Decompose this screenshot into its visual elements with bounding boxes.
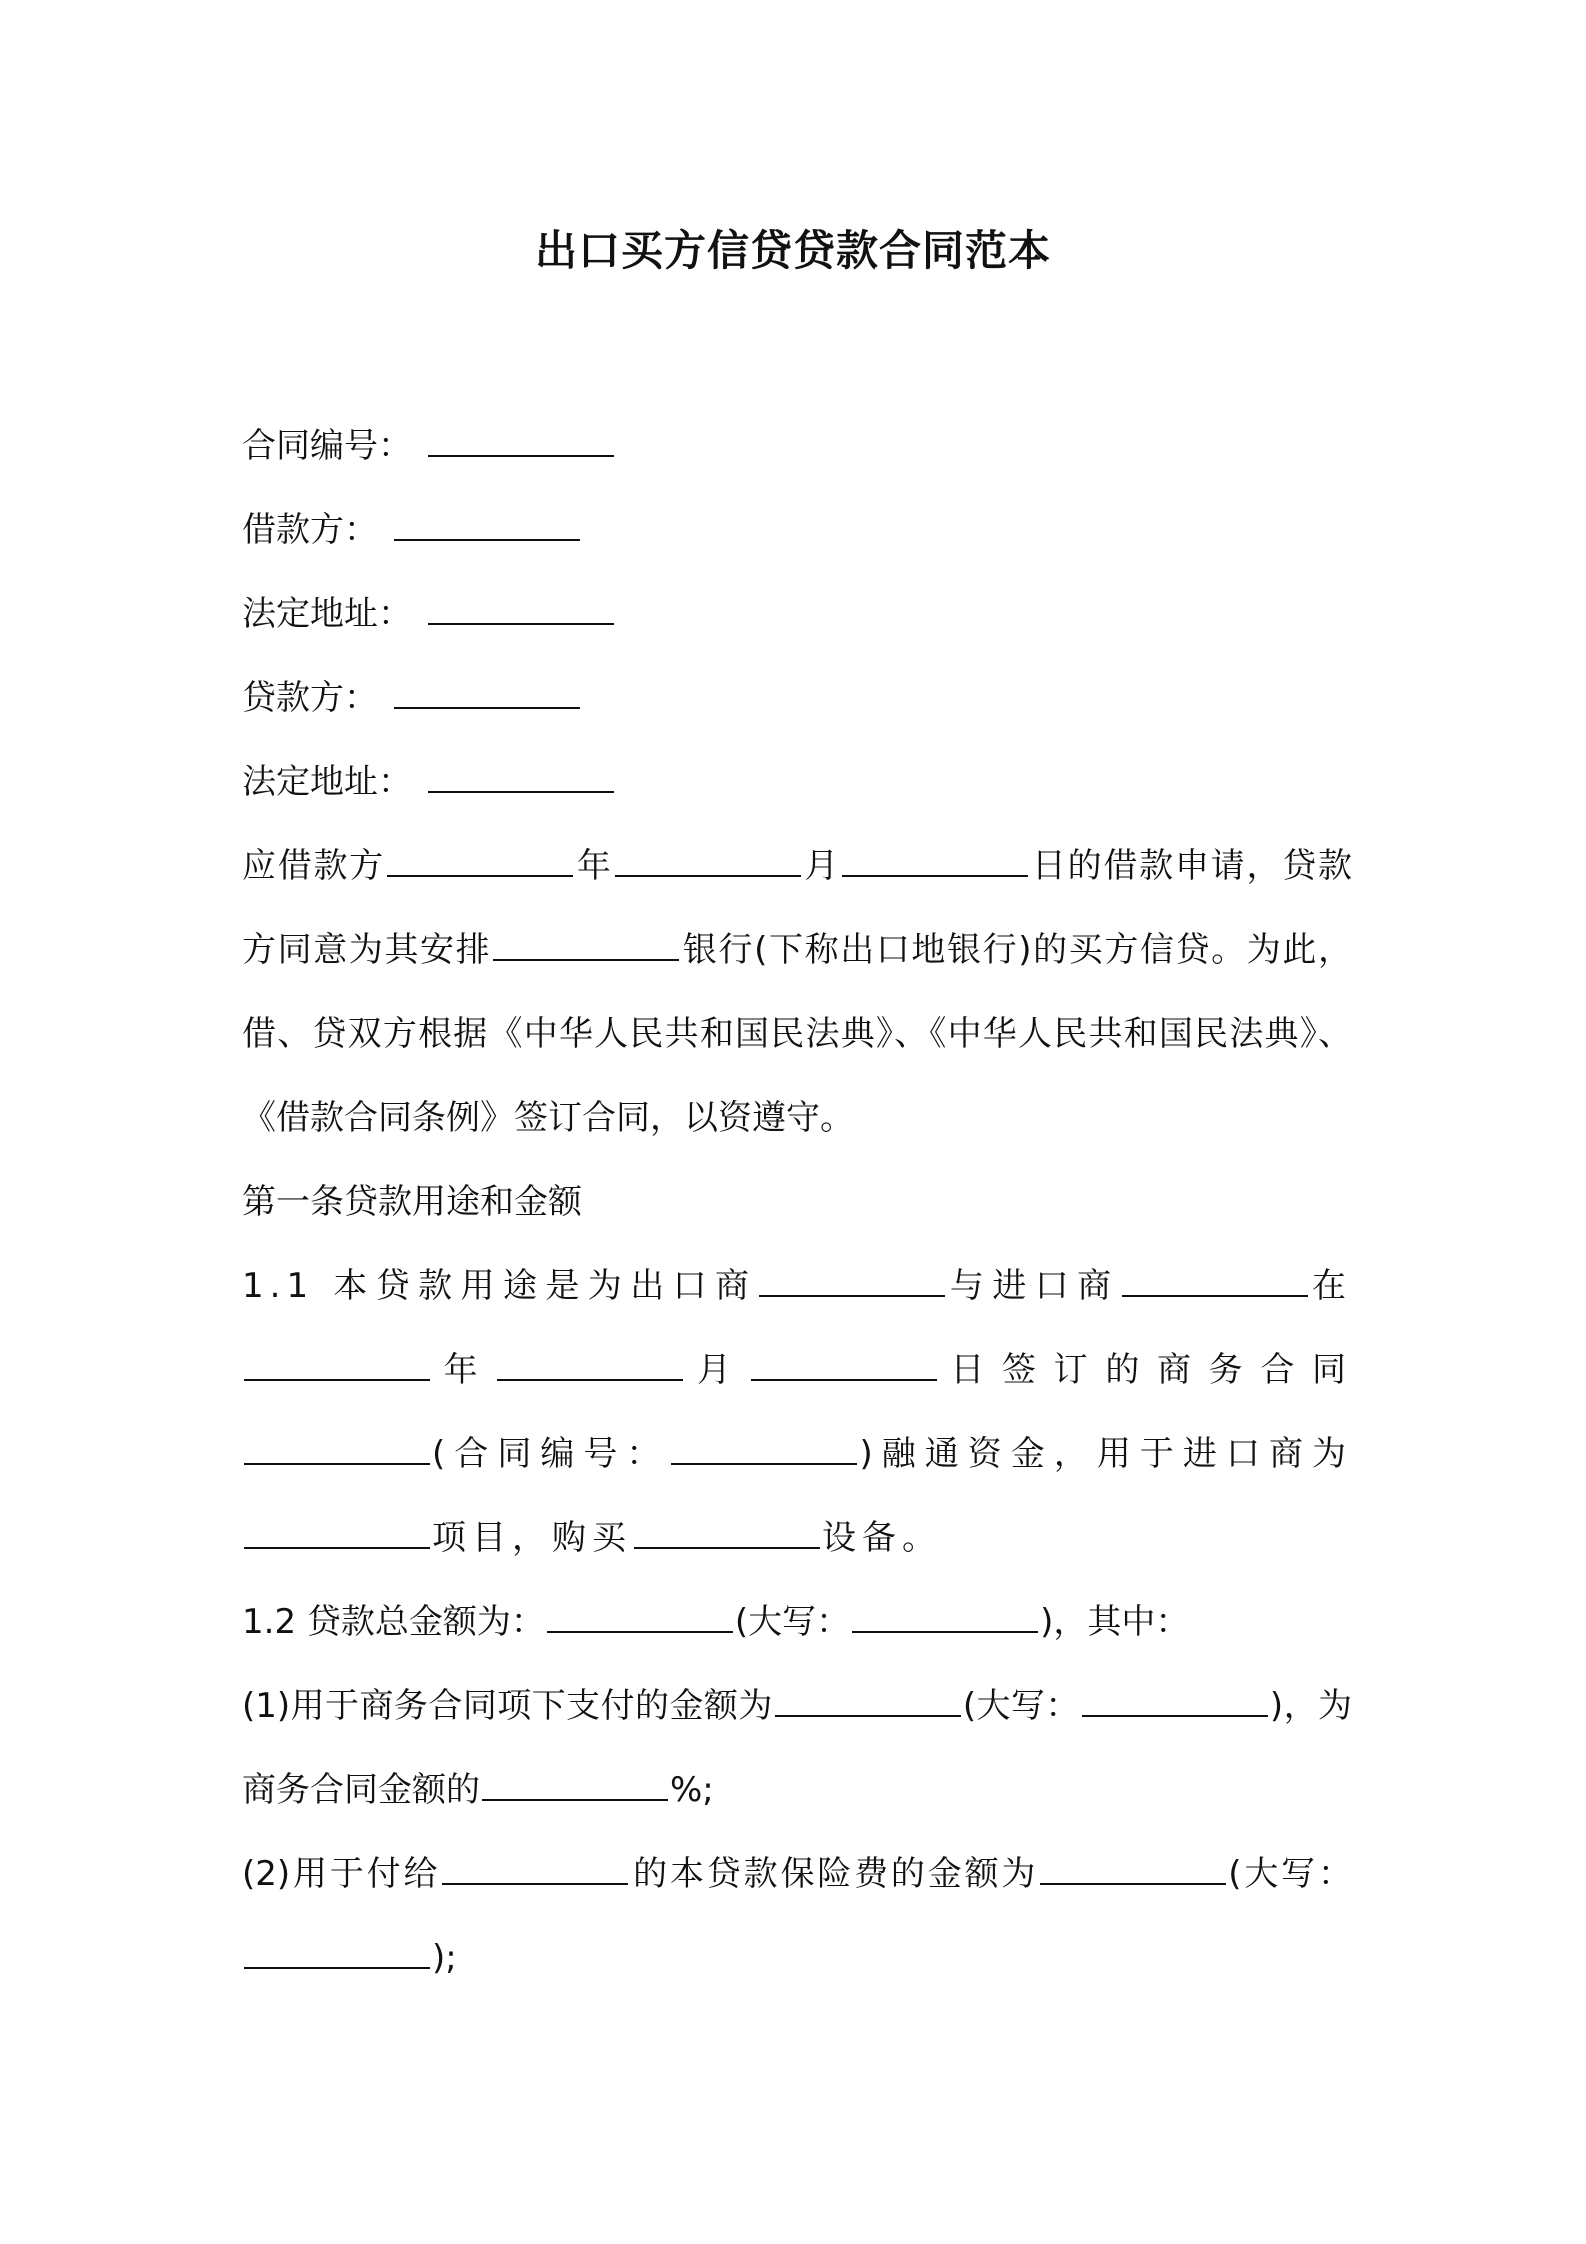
clause-text: (1)用于商务合同项下支付的金额为: [242, 1686, 773, 1726]
lender-label: 贷款方：: [242, 678, 378, 718]
year-blank: [387, 874, 573, 877]
clause-text: (大写：: [734, 1602, 851, 1642]
borrower-label: 借款方：: [242, 510, 378, 550]
exporter-blank: [759, 1294, 945, 1297]
clause-1-1: [242, 1244, 1352, 1580]
clause-text: (大写：: [1228, 1854, 1352, 1894]
lender-field: [242, 656, 1352, 740]
importer-blank: [1122, 1294, 1308, 1297]
month-blank: [615, 874, 801, 877]
preamble-text: 日的借款申请，贷款方同意为其安排: [242, 846, 1353, 970]
document-title: 出口买方信贷贷款合同范本: [534, 226, 1051, 275]
percentage-blank: [482, 1798, 668, 1801]
clause-text: 日签订的商务合同: [938, 1350, 1353, 1390]
total-amount-blank: [547, 1630, 733, 1633]
lender-blank: [394, 706, 580, 709]
lender-address-field: [242, 740, 1352, 824]
project-blank: [244, 1546, 430, 1549]
lender-address-label: 法定地址：: [242, 762, 412, 802]
contract-number-field: [242, 404, 1352, 488]
clause-text: (2)用于付给: [242, 1854, 441, 1894]
month-blank: [497, 1378, 683, 1381]
clause-text: %;: [670, 1770, 714, 1810]
clause-text: 1.2 贷款总金额为：: [242, 1602, 545, 1642]
preamble-text: 月: [802, 846, 841, 886]
clause-text: 的本贷款保险费的金额为: [630, 1854, 1039, 1894]
premium-amount-blank: [1040, 1882, 1226, 1885]
bank-blank: [493, 958, 679, 961]
borrower-field: [242, 488, 1352, 572]
borrower-address-field: [242, 572, 1352, 656]
contract-number-label: 合同编号：: [242, 426, 412, 466]
clause-text: )，为商务合同金额的: [242, 1686, 1353, 1810]
payment-amount-blank: [775, 1714, 961, 1717]
lender-address-blank: [428, 790, 614, 793]
day-blank: [751, 1378, 937, 1381]
total-amount-words-blank: [852, 1630, 1038, 1633]
commercial-contract-blank: [244, 1462, 430, 1465]
payment-amount-words-blank: [1082, 1714, 1268, 1717]
clause-text: 年: [432, 1350, 496, 1390]
borrower-address-blank: [428, 622, 614, 625]
contract-number-blank: [671, 1462, 857, 1465]
clause-text: );: [432, 1938, 457, 1978]
borrower-address-label: 法定地址：: [242, 594, 412, 634]
clause-1-2-item-2: [242, 1832, 1352, 2000]
preamble-paragraph: [242, 824, 1352, 1160]
article-1-heading: 第一条贷款用途和金额: [242, 1182, 582, 1222]
clause-text: (大写：: [962, 1686, 1080, 1726]
clause-text: 月: [685, 1350, 749, 1390]
clause-text: 与进口商: [947, 1266, 1120, 1306]
clause-text: 项目，购买: [432, 1518, 632, 1558]
premium-amount-words-blank: [244, 1966, 430, 1969]
clause-text: 1.1 本贷款用途是为出口商: [242, 1266, 758, 1306]
document-body: [242, 404, 1352, 2000]
clause-1-2: [242, 1580, 1352, 1664]
equipment-blank: [634, 1546, 820, 1549]
preamble-text: 年: [575, 846, 613, 886]
insurer-blank: [442, 1882, 628, 1885]
clause-text: )，其中：: [1040, 1602, 1190, 1642]
clause-text: 设备。: [822, 1518, 942, 1558]
preamble-text: 应借款方: [242, 846, 386, 886]
clause-text: 在: [1309, 1266, 1352, 1306]
clause-text: (合同编号：: [432, 1434, 670, 1474]
contract-number-blank: [428, 454, 614, 457]
clause-text: )融通资金，用于进口商为: [859, 1434, 1353, 1474]
day-blank: [842, 874, 1028, 877]
year-blank: [244, 1378, 430, 1381]
borrower-blank: [394, 538, 580, 541]
preamble-text: 银行(下称出口地银行)的买方信贷。为此，借、贷双方根据《中华人民共和国民法典》、《中华人民共和国民法典》、《借款合同条例》签订合同，以资遵守。: [242, 930, 1353, 1138]
clause-1-2-item-1: [242, 1664, 1352, 1832]
